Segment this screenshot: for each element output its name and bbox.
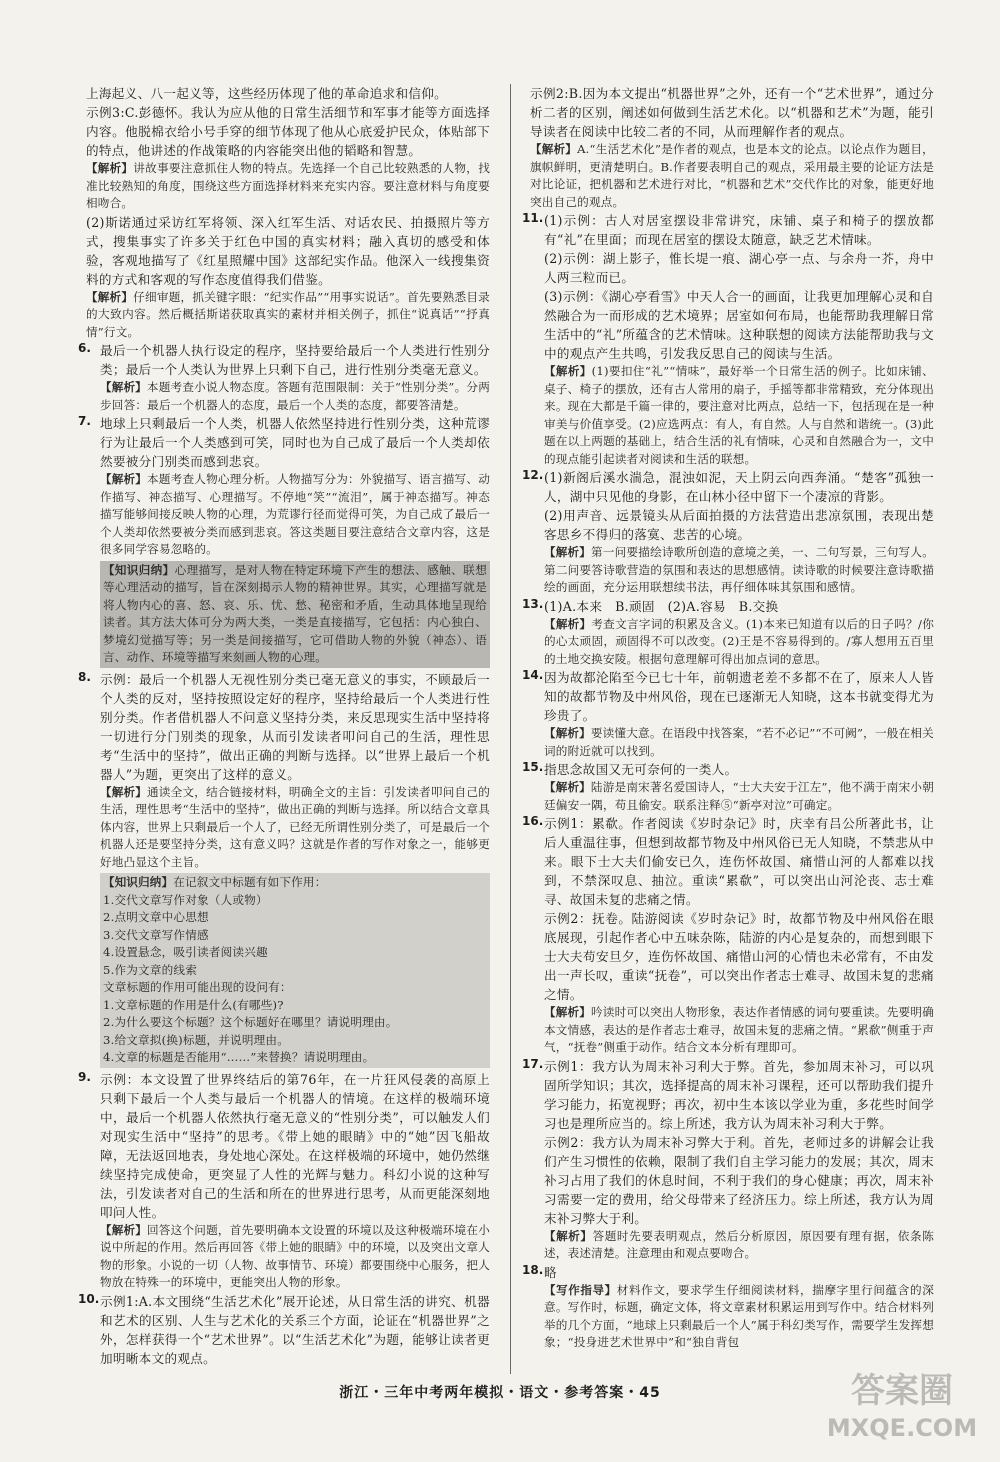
answer-text: 示例2：抚卷。陆游阅读《岁时杂记》时，故都节物及中州风俗在眼底展现，引起作者心中五味杂陈，陆游的内心是复杂的，而想到眼下士大夫苟安旦夕，连伤怀故国、痛惜山河的心情也未必常有，不由发出一声长叹，重读“抚卷”，可以突出作者志士难寻、故国未复的悲痛之情。 [544,911,934,1002]
analysis-text: (1)要扣住“礼”“情味”，最好举一个日常生活的例子。比如床铺、桌子、椅子的摆放，还有古人常用的扇子，手摇等都非常精致，充分体现出来。现在大都是千篇一律的，要注意对比两点，总结一下，包括现在是一种审美与价值享受。(2)应选两点：有人，有自然。人与自然和谐统一。(3)此题在以上两题的基础上，结合生活的礼有情味，心灵和自然融合为一，文中的现点能引起读者对阅读和生活的联想。 [544,364,934,466]
question-number: 11. [522,211,544,225]
knowledge-list [103,892,487,1067]
question-number: 16. [522,814,544,828]
analysis-tag: 【解析】 [86,161,134,175]
analysis-tag: 【解析】 [100,1222,147,1237]
question-number: 13. [522,596,544,611]
answer-text: 示例：最后一个机器人无视性别分类已毫无意义的事实，不顾最后一个人类的反对，坚持按照设定好的程序，坚持给最后一个人类进行性别分类。作者借机器人不问意义坚持分类，来反思现实生活中坚持将一切进行分门别类的现象，从而引发读者叩问自己的生活，理性思考“生活中的坚持”，做出正确的判断与选择。以“世界上最后一个机器人”为题，更突出了这样的意义。 [100,671,490,782]
analysis-tag: 【解析】 [544,1005,591,1019]
analysis-tag: 【解析】 [544,780,591,794]
analysis-text: 通读全文，结合链接材料，明确全文的主旨：引发读者叩问自己的生活，理性思考“生活中的坚持”，做出正确的判断与选择。所以结合文章具体内容，世界上只剩最后一个人了，已经无所谓性别分类了，可是最后一个机器人还是要坚持分类，这有意义吗？这就是作者的写作对象之一，能够更好地凸显这个主旨。 [100,784,490,869]
knowledge-tag: 【知识归纳】 [103,875,174,889]
answer-text: 略 [544,1264,557,1280]
analysis-text: 吟读时可以突出人物形象，表达作者情感的词句要重读。先要明确本文情感，表达的是作者志士难寻，故国未复的悲痛之情。“累欷”侧重于声气，“抚卷”侧重于动作。结合文本分析有理即可。 [544,1005,934,1054]
question-12 [522,468,934,597]
question-number: 18. [522,1262,544,1277]
question-number: 14. [522,668,544,682]
answer-text: (2)用声音、远景镜头从后面拍摄的方法营造出悲凉氛围，表现出楚客思乡不得归的落寞、悲苦的心境。 [544,508,934,542]
knowledge-list-item: 5.作为文章的线索 [103,962,198,977]
answer-text: (2)示例：湖上影子，惟长堤一痕、湖心亭一点、与余舟一芥，舟中人两三粒而已。 [544,251,934,285]
analysis-tag: 【解析】 [100,784,147,799]
question-number: 7. [78,414,91,428]
analysis-tag: 【解析】 [100,472,147,486]
paragraph: (2)斯诺通过采访红军将领、深入红军生活、对话农民、拍摄照片等方式，搜集事实了许多关于红色中国的真实材料；融入真切的感受和体验，客观地描写了《红星照耀中国》这部纪实作品。他深入一线搜集资料的方式和客观的写作态度值得我们借鉴。 [86,214,490,287]
knowledge-list-item: 1.交代文章写作对象（人或物） [103,892,268,907]
question-16 [522,814,934,1057]
watermark-text: 答案圈 [851,1371,953,1411]
answer-text: 因为故都沦陷至今已七十年，前朝遗老差不多都不在了，原来人人皆知的故都节物及中州风俗，现在已逐渐无人知晓，这本书就变得尤为珍贵了。 [544,670,934,723]
analysis [100,1222,490,1292]
analysis [544,1228,934,1263]
knowledge-intro: 在记叙文中标题有如下作用： [173,875,327,889]
analysis [86,289,490,342]
analysis [544,363,934,468]
paragraph: 示例2:B.因为本文提出“机器世界”之外，还有一个“艺术世界”，通过分析二者的区别，阐述如何做到生活艺术化。以“机器和艺术”为题，能引导读者在阅读中比较二者的不同，从而理解作者的观点。 [530,86,934,139]
right-column [522,84,934,1374]
answer-page [78,84,934,1374]
question-17 [522,1056,934,1263]
analysis [100,784,490,872]
analysis-tag: 【解析】 [544,364,592,378]
analysis-tag: 【解析】 [544,616,592,631]
question-14 [522,668,934,760]
knowledge-list-item: 文章标题的作用可能出现的设问有： [103,980,292,994]
question-8 [78,669,490,1068]
analysis-tag: 【解析】 [530,142,578,156]
question-11 [522,211,934,468]
analysis-text: 考查文言字词的积累及含义。(1)本来已知道有以后的日子吗？/你的心太顽固，顽固得不可以改变。(2)王是不容易得到的。/寡人想用五百里的土地交换安陵。根据句意理解可得出加点词的意思。 [544,616,934,666]
answer-text: 最后一个机器人执行设定的程序，坚持要给最后一个人类进行性别分类；最后一个人类认为世界上只剩下自己，进行性别分类毫无意义。 [100,343,490,377]
paragraph: 上海起义、八一起义等，这些经历体现了他的革命追求和信仰。 [86,86,448,101]
analysis-text: 要读懂大意。在语段中找答案，“若不必记”“不可阙”，一般在相关词的附近就可以找到。 [544,726,934,758]
answer-text: (3)示例：《湖心亭看雪》中天人合一的画面，让我更加理解心灵和自然融合为一而形成的艺术境界；居室如何布局，也能帮助我理解日常生活中的“礼”所蕴含的艺术情味。这种联想的阅读方法能帮助我与文中的观点产生共鸣，引发我反思自己的阅读与生活。 [544,289,934,361]
question-9 [78,1069,490,1292]
analysis [100,471,490,559]
answer-text: 示例：本文设置了世界终结后的第76年，在一片狂风侵袭的高原上只剩下最后一个人类与最后一个机器人的情境。在这样的极端环境中，最后一个机器人依然执行毫无意义的“性别分类”，可以触发人们对现实生活中“坚持”的思考。《带上她的眼睛》中的“她”因飞船故障，无法返回地表，身处地心深处。在这样极端的环境中，她仍然继续坚持完成使命，更突显了人性的光辉与魅力。科幻小说的这种写法，引发读者对自己的生活和所在的世界进行思考，从而更能深刻地叩问人性。 [100,1071,490,1220]
question-number: 12. [522,468,544,482]
answer-text: 示例1：累欷。作者阅读《岁时杂记》时，庆幸有吕公所著此书，让后人重温往事，但想到故都节物及中州风俗已无人知晓，不禁悲从中来。眼下士大夫们偷安已久，连伤怀故国、痛惜山河的人都难以找到，不禁深叹息、抽泣。重读“累欷”，可以突出山河沦丧、志士难寻、故国未复的悲痛之情。 [544,816,934,907]
paragraph: 示例3:C.彭德怀。我认为应从他的日常生活细节和军事才能等方面选择内容。他脱棉衣给小号手穿的细节体现了他从心底爱护民众，体贴部下的特点，他讲述的作战策略的内容能突出他的韬略和智慧。 [86,105,490,158]
answer-text: 指思念故国又无可奈何的一类人。 [544,762,738,777]
analysis-text: 第一问要描绘诗歌所创造的意境之美，一、二句写景，三句写人。第二问要答诗歌营造的氛围和表达的思想感情。读诗歌的时候要注意诗歌描绘的画面，充分运用联想续书法，再仔细体味其氛围和感情。 [544,545,934,594]
question-number: 15. [522,760,544,774]
question-number: 8. [78,669,91,684]
answer-text: (1)新阁后溪水湍急，混浊如泥，天上阴云向西奔涌。“楚客”孤独一人，湖中只见他的身影，在山林小径中留下一个凄凉的背影。 [544,470,934,504]
question-number: 17. [522,1056,544,1071]
knowledge-text: 心理描写，是对人物在特定环境下产生的想法、感触、联想等心理活动的描写，旨在深刻揭示人物的精神世界。其实，心理描写就是将人物内心的喜、怒、哀、乐、忧、愁、秘密和矛盾，生动具体地呈现给读者。其方法大体可分为两大类，一类是直接描写，它包括：内心独白、梦境幻觉描写等；另一类是间接描写，它可借助人物的外貌（神态）、语言、动作、环境等描写来刻画人物的心理。 [103,562,488,664]
analysis-text: 答题时先要表明观点，然后分析原因，原因要有理有据，依条陈述，表述清楚。注意理由和观点要吻合。 [544,1228,934,1260]
analysis-tag: 【解析】 [544,726,591,740]
answer-text: 示例2：我方认为周末补习弊大于利。首先，老师过多的讲解会让我们产生习惯性的依赖，限制了我们自主学习能力的发展；其次，周末补习占用了我们的休息时间，不利于我们的身心健康；再次，周末补习需要一定的费用，给父母带来了经济压力。综上所述，我方认为周末补习弊大于利。 [544,1134,934,1226]
analysis-tag: 【写作指导】 [544,1282,617,1297]
answer-text: (1)A.本来 B.顽固 (2)A.容易 B.交换 [544,598,779,614]
analysis [544,779,934,814]
question-13 [522,596,934,669]
analysis [544,544,934,597]
column-divider [510,84,511,1374]
analysis-text: 仔细审题，抓关键字眼：“纪实作品”“用事实说话”。首先要熟悉目录的大致内容。然后概括斯诺获取真实的素材并相关例子，抓住“说真话”“抒真情”行文。 [86,289,490,339]
question-6 [78,341,490,414]
question-number: 9. [78,1069,91,1084]
question-number: 10. [78,1291,100,1306]
knowledge-list-item: 3.交代文章写作情感 [103,927,209,942]
analysis [544,1004,934,1057]
analysis-text: 材料作文，要求学生仔细阅读材料，揣摩字里行间蕴含的深意。写作时，标题，确定文体，将文章素材积累运用到写作中。结合材料列举的几个方面，“地球上只剩最后一个人”属于科幻类写作，需要学生发挥想象；“投身进艺术世界中”和“独自背包 [544,1282,934,1349]
analysis-tag: 【解析】 [544,545,591,559]
watermark-logo [822,1358,982,1448]
knowledge-list-item: 4.文章的标题是否能用“……”来替换？请说明理由。 [103,1050,375,1064]
knowledge-tag: 【知识归纳】 [103,562,175,577]
question-7 [78,414,490,668]
analysis [544,616,934,669]
page-footer: 浙江・三年中考两年模拟・语文・参考答案・45 [339,1385,661,1401]
knowledge-list-item: 3.给文章拟(换)标题，并说明理由。 [103,1032,290,1047]
knowledge-list-item: 2.点明文章中心思想 [103,910,209,924]
answer-text: 示例1：我方认为周末补习利大于弊。首先，参加周末补习，可以巩固所学知识；其次，选择提高的周末补习课程，还可以帮助我们提升学习能力，拓宽视野；再次，初中生本该以学业为重，多花些时间学习也是理所应当的。综上所述，我方认为周末补习利大于弊。 [544,1058,934,1131]
knowledge-list-item: 2.为什么要这个标题？这个标题好在哪里？请说明理由。 [103,1015,398,1029]
question-10 [78,1291,490,1368]
analysis-text: 本题考查人物心理分析。人物描写分为：外貌描写、语言描写、动作描写、神态描写、心理描写。不停地“笑”“流泪”，属于神态描写。神态描写能够间接反映人物的心理，为荒谬行径而觉得可笑，为自己成了最后一个人类却依然要被分类而感到悲哀。答这类题目要注意结合文章内容，这是很多同学容易忽略的。 [100,472,490,556]
analysis-text: 陆游是南宋著名爱国诗人，“士大夫安于江左”，他不满于南宋小朝廷偏安一隅，苟且偷安。联系注释⑤“新亭对泣”可确定。 [544,780,934,812]
analysis [86,160,490,213]
analysis-text: 回答这个问题，首先要明确本文设置的环境以及这种极端环境在小说中所起的作用。然后再回答《带上她的眼睛》中的环境，以及突出文章人物的形象。小说的一切（人物、故事情节、环境）都要围绕中心服务，把人物放在特殊一的环境中，更能突出人物的形象。 [100,1222,490,1289]
analysis [530,141,934,211]
analysis [544,725,934,760]
knowledge-list-item: 4.设置悬念，吸引读者阅读兴趣 [103,945,268,959]
answer-text: (1)示例：古人对居室摆设非常讲究，床铺、桌子和椅子的摆放都有“礼”在里面；而现在居室的摆设太随意，缺乏艺术情味。 [544,213,934,247]
analysis-tag: 【解析】 [86,289,134,304]
analysis-tag: 【解析】 [544,1228,593,1243]
knowledge-list-item: 1.文章标题的作用是什么(有哪些)? [103,997,284,1012]
analysis [100,379,490,414]
answer-text: 示例1:A.本文围绕“生活艺术化”展开论述，从日常生活的讲究、机器和艺术的区别、人生与艺术化的关系三个方面，论证在“机器世界”之外，怎样获得一个“艺术世界”。以“生活艺术化”为题，能够让读者更加明晰本文的观点。 [100,1293,490,1366]
analysis-text: 讲故事要注意抓住人物的特点。先选择一个自己比较熟悉的人物，找准比较熟知的角度，围绕这些方面选择材料来充实内容。要注意材料与角度要相吻合。 [86,161,490,210]
analysis-tag: 【解析】 [100,380,147,394]
question-15 [522,760,934,814]
left-column [78,84,490,1374]
knowledge-box [100,561,490,668]
analysis-text: A.“生活艺术化”是作者的观点，也是本文的论点。以论点作为题目，旗帜鲜明，更清楚明白。B.作者要表明自己的观点，采用最主要的论证方法是对比论证，把机器和艺术进行对比，“机器和艺术”交代作比的对象，能更好地突出自己的观点。 [530,142,934,209]
svg-text:MXQE.COM: MXQE.COM [826,1414,978,1442]
question-number: 6. [78,341,91,355]
knowledge-box-titles [100,873,490,1068]
analysis [544,1282,934,1352]
analysis-text: 本题考查小说人物态度。答题有范围限制：关于“性别分类”。分两步回答：最后一个机器人的态度，最后一个人类的态度，都要答清楚。 [100,380,490,412]
question-18 [522,1262,934,1352]
answer-text: 地球上只剩最后一个人类，机器人依然坚持进行性别分类，这种荒谬行为让最后一个人类感到可笑，同时也为自己成了最后一个人类却依然要被分门别类而感到悲哀。 [100,416,490,469]
